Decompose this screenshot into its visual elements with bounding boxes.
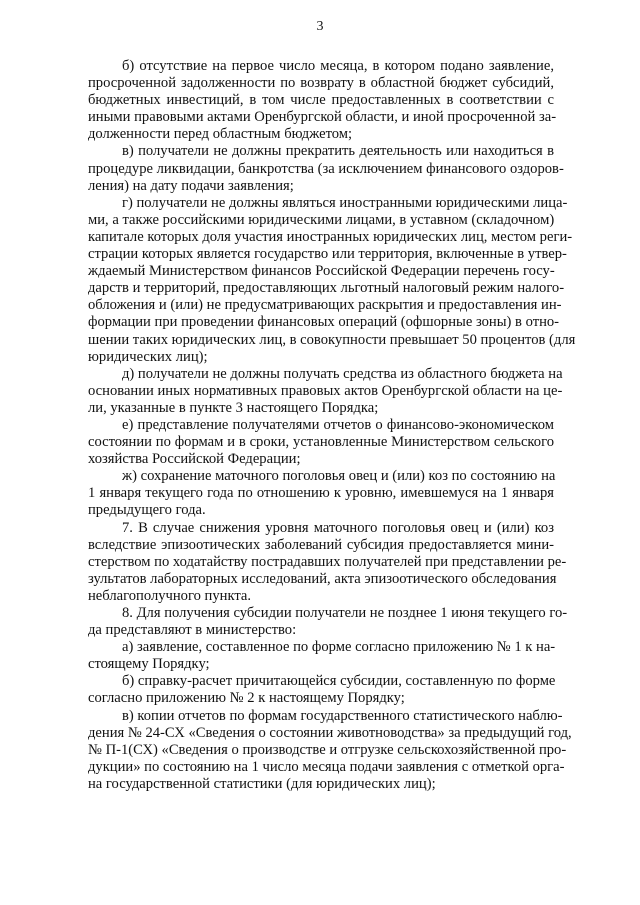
text-line: в) получатели не должны прекратить деятельность или находиться в — [122, 143, 554, 160]
text-line: г) получатели не должны являться иностранными юридическими лица- — [122, 194, 568, 211]
text-line: да представляют в министерство: — [88, 622, 297, 639]
text-line: а) заявление, составленное по форме согласно приложению № 1 к на- — [122, 639, 556, 656]
text-line: бюджетных инвестиций, в том числе предоставленных в соответствии с — [88, 92, 554, 109]
text-line: стерством по ходатайству пострадавших получателей при представлении ре- — [88, 553, 567, 570]
paragraph-v-liquidation — [88, 143, 564, 194]
text-line: б) справку-расчет причитающейся субсидии, составленную по форме — [122, 673, 556, 690]
paragraph-p8-a — [88, 639, 554, 673]
paragraph-zh-livestock — [88, 468, 554, 519]
text-line: ми, а также российскими юридическими лицами, в уставном (складочном) — [88, 211, 555, 228]
text-line: ждаемый Министерством финансов Российской Федерации перечень госу- — [88, 263, 555, 280]
text-line: дарств и территорий, предоставляющих льготный налоговый режим налого- — [88, 280, 565, 297]
paragraph-b-debt — [88, 58, 557, 143]
text-line: 8. Для получения субсидии получатели не позднее 1 июня текущего го- — [122, 605, 568, 621]
text-line: стоящему Порядку; — [88, 656, 210, 673]
text-line: б) отсутствие на первое число месяца, в котором подано заявление, — [122, 58, 554, 74]
paragraph-p8-b — [88, 673, 554, 707]
paragraph-g-foreign — [88, 194, 576, 366]
paragraph-d-other-funds — [88, 365, 563, 417]
text-line: иными правовыми актами Оренбургской области, и иной просроченной за- — [88, 109, 557, 126]
text-line: 7. В случае снижения уровня маточного поголовья овец и (или) коз — [122, 519, 554, 536]
paragraph-p7 — [88, 519, 567, 605]
text-line: капитале которых доля участия иностранных юридических лиц, местом реги- — [88, 228, 573, 245]
text-line: вследствие эпизоотических заболеваний субсидия предоставляется мини- — [88, 536, 554, 553]
paragraph-e-reports — [88, 417, 554, 468]
text-line: ления) на дату подачи заявления; — [88, 177, 294, 194]
text-line: основании иных нормативных правовых актов Оренбургской области на це- — [88, 382, 563, 399]
text-line: юридических лиц); — [88, 348, 208, 365]
text-line: 1 января текущего года по отношению к уровню, имевшемуся на 1 января — [88, 485, 554, 502]
paragraph-p8-v — [88, 707, 572, 793]
text-line: № П-1(СХ) «Сведения о производстве и отгрузке сельскохозяйственной про- — [88, 741, 567, 758]
text-line: зультатов лабораторных исследований, акта эпизоотического обследования — [88, 570, 557, 587]
text-line: дения № 24-СХ «Сведения о состоянии животноводства» за предыдущий год, — [88, 724, 572, 741]
page-number: 3 — [316, 19, 324, 34]
text-line: состоянии по формам и в сроки, установленные Министерством сельского — [88, 434, 554, 451]
text-line: обложения и (или) не предусматривающих раскрытия и предоставления ин- — [88, 297, 562, 314]
text-line: на государственной статистики (для юридических лиц); — [88, 775, 436, 792]
text-line: шении таких юридических лиц, в совокупности превышает 50 процентов (для — [88, 331, 576, 348]
paragraph-p8 — [88, 605, 568, 639]
text-line: ли, указанные в пункте 3 настоящего Порядка; — [88, 399, 379, 416]
text-line: ж) сохранение маточного поголовья овец и (или) коз по состоянию на — [122, 468, 556, 485]
text-line: дукции» по состоянию на 1 число месяца подачи заявления с отметкой орга- — [88, 758, 565, 775]
text-line: долженности перед областным бюджетом; — [88, 126, 353, 143]
text-line: страции которых является государство или территория, включенные в утвер- — [88, 246, 567, 263]
document-body — [88, 58, 576, 793]
text-line: согласно приложению № 2 к настоящему Порядку; — [88, 690, 405, 707]
text-line: предыдущего года. — [88, 502, 206, 519]
text-line: формации при проведении финансовых операций (офшорные зоны) в отно- — [88, 314, 560, 331]
text-line: в) копии отчетов по формам государственного статистического наблю- — [122, 707, 563, 724]
text-line: просроченной задолженности по возврату в областной бюджет субсидий, — [88, 75, 554, 92]
text-line: неблагополучного пункта. — [88, 587, 252, 604]
text-line: хозяйства Российской Федерации; — [88, 451, 301, 468]
text-line: д) получатели не должны получать средства из областного бюджета на — [122, 365, 563, 382]
text-line: процедуре ликвидации, банкротства (за исключением финансового оздоров- — [88, 160, 564, 177]
text-line: е) представление получателями отчетов о финансово-экономическом — [122, 416, 554, 433]
